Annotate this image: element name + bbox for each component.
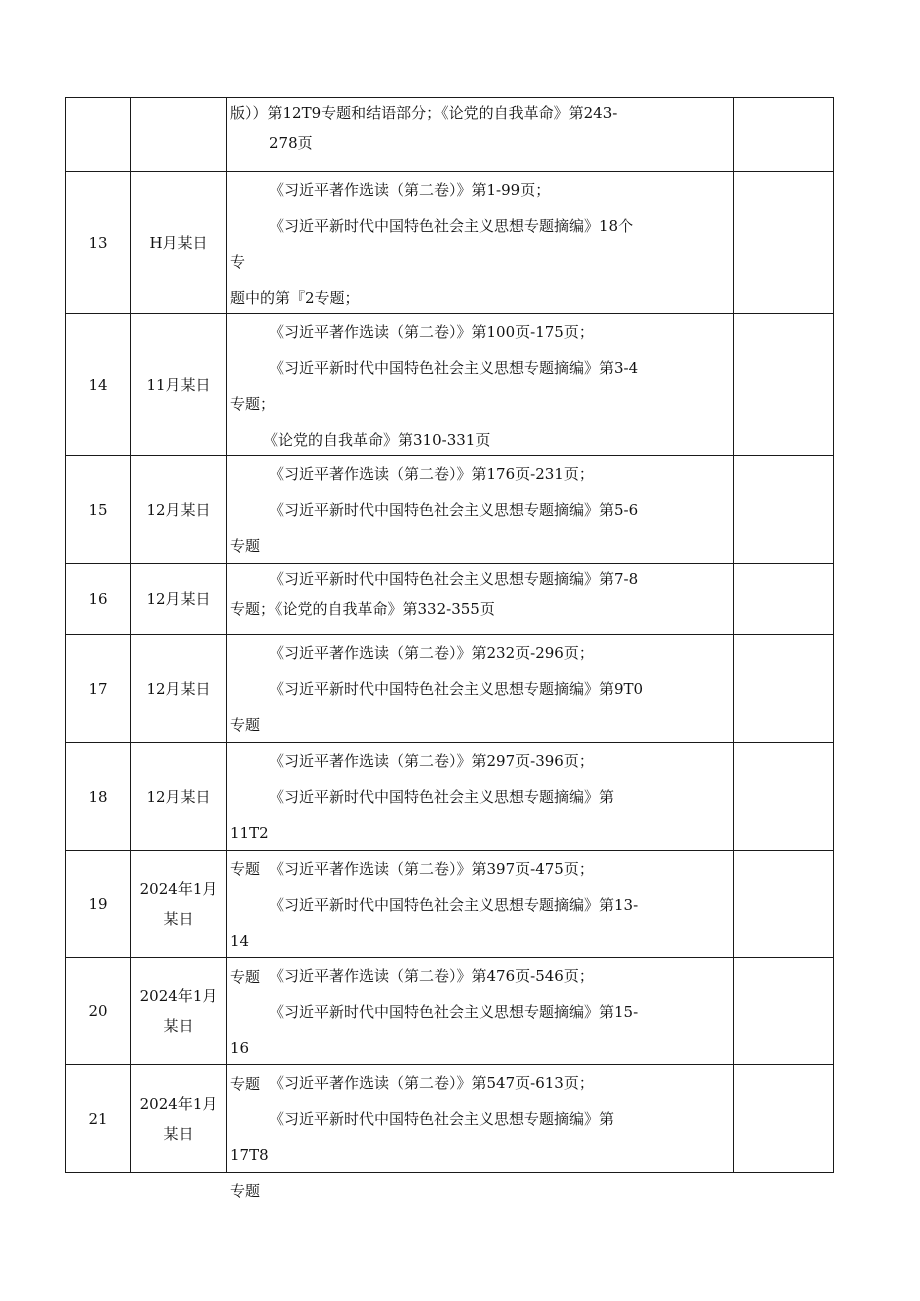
date-line: H月某日 [149,233,208,252]
content-line: 《习近平著作选读（第二卷）》第1-99页； [269,181,551,199]
content-line: 专题 [230,716,261,734]
table-row [66,314,834,456]
content-line: 11T2 [230,824,269,842]
date-line: 12月某日 [146,787,211,806]
date-line: 某日 [163,1124,194,1143]
schedule-table-body [66,98,834,1200]
content-lines [227,1065,733,1200]
row-number: 18 [66,743,131,851]
date-line: 2024年1月 [139,987,218,1005]
table-row [66,98,834,172]
row-date [131,1065,227,1173]
content-line: 《习近平新时代中国特色社会主义思想专题摘编》第3-4 [269,359,639,377]
content-line: 版））第12T9专题和结语部分；《论党的自我革命》第243- [230,104,618,122]
table-row [66,456,834,564]
study-schedule-table [65,97,834,1200]
content-line: 《习近平新时代中国特色社会主义思想专题摘编》18个 [269,217,634,235]
row-remarks [734,456,834,564]
content-line: 278页 [269,134,313,152]
content-line: 专题 [230,860,261,878]
content-line: 《论党的自我革命》第310-331页 [263,431,491,449]
content-line: 《习近平著作选读（第二卷）》第397页-475页； [269,860,594,878]
table-row [66,743,834,851]
row-content [227,564,734,635]
date-line: 2024年1月 [139,1094,218,1113]
date-line: 某日 [163,910,194,928]
content-line: 《习近平著作选读（第二卷）》第297页-396页； [269,752,594,770]
content-line: 专题 [230,1182,261,1200]
content-line: 专题 [230,968,261,986]
row-content [227,98,734,172]
content-line: 《习近平新时代中国特色社会主义思想专题摘编》第15- [269,1003,639,1021]
row-remarks [734,743,834,851]
row-date [131,564,227,635]
row-content [227,456,734,564]
row-number: 21 [66,1065,131,1173]
content-line: 17T8 [230,1146,269,1164]
row-number: 20 [66,958,131,1065]
row-number: 17 [66,635,131,743]
row-number: 16 [66,564,131,635]
row-date [131,172,227,314]
row-remarks [734,564,834,635]
content-lines [227,635,733,742]
content-line: 专题； [230,395,276,413]
row-date [131,743,227,851]
content-line: 16 [230,1039,250,1057]
content-lines [227,98,733,171]
content-line: 《习近平新时代中国特色社会主义思想专题摘编》第5-6 [269,501,639,519]
content-line: 专题 [230,1075,261,1093]
content-line: 专题；《论党的自我革命》第332-355页 [230,600,495,618]
row-remarks [734,851,834,958]
row-remarks [734,635,834,743]
content-line: 《习近平著作选读（第二卷）》第476页-546页； [269,967,594,985]
table-row [66,635,834,743]
row-content [227,635,734,743]
date-line: 12月某日 [146,679,211,698]
row-number: 15 [66,456,131,564]
content-line: 《习近平新时代中国特色社会主义思想专题摘编》第9T0 [269,680,644,698]
content-lines [227,564,733,634]
content-line: 《习近平著作选读（第二卷）》第232页-296页； [269,644,594,662]
row-date [131,851,227,958]
date-line: 某日 [163,1017,194,1035]
row-remarks [734,958,834,1065]
row-remarks [734,172,834,314]
date-line: 2024年1月 [139,880,218,898]
content-lines [227,456,733,563]
content-line: 《习近平新时代中国特色社会主义思想专题摘编》第7-8 [269,570,639,588]
row-content [227,1065,734,1200]
row-number: 14 [66,314,131,456]
content-lines [227,314,733,455]
table-row [66,172,834,314]
table-row [66,958,834,1065]
row-date [131,98,227,172]
table-row [66,1065,834,1173]
content-lines [227,172,733,313]
content-line: 14 [230,932,250,950]
date-line: 12月某日 [146,590,211,608]
content-line: 《习近平著作选读（第二卷）》第176页-231页； [269,465,594,483]
row-remarks [734,98,834,172]
content-line: 《习近平著作选读（第二卷）》第100页-175页； [269,323,594,341]
content-line: 《习近平新时代中国特色社会主义思想专题摘编》第 [269,788,615,806]
date-line: 11月某日 [146,375,211,394]
row-remarks [734,1065,834,1173]
content-line: 专题 [230,537,261,555]
date-line: 12月某日 [146,500,211,519]
content-line: 《习近平著作选读（第二卷）》第547页-613页； [269,1074,594,1092]
content-line: 《习近平新时代中国特色社会主义思想专题摘编》第13- [269,896,639,914]
content-line: 《习近平新时代中国特色社会主义思想专题摘编》第 [269,1110,615,1128]
row-content [227,172,734,314]
table-row [66,564,834,635]
row-date [131,314,227,456]
row-date [131,958,227,1065]
row-number: 13 [66,172,131,314]
row-remarks [734,314,834,456]
table-row [66,851,834,958]
content-line: 题中的第『2专题； [230,289,360,307]
row-date [131,456,227,564]
row-number [66,98,131,172]
row-content [227,314,734,456]
row-number: 19 [66,851,131,958]
row-date [131,635,227,743]
content-line: 专 [230,253,246,271]
